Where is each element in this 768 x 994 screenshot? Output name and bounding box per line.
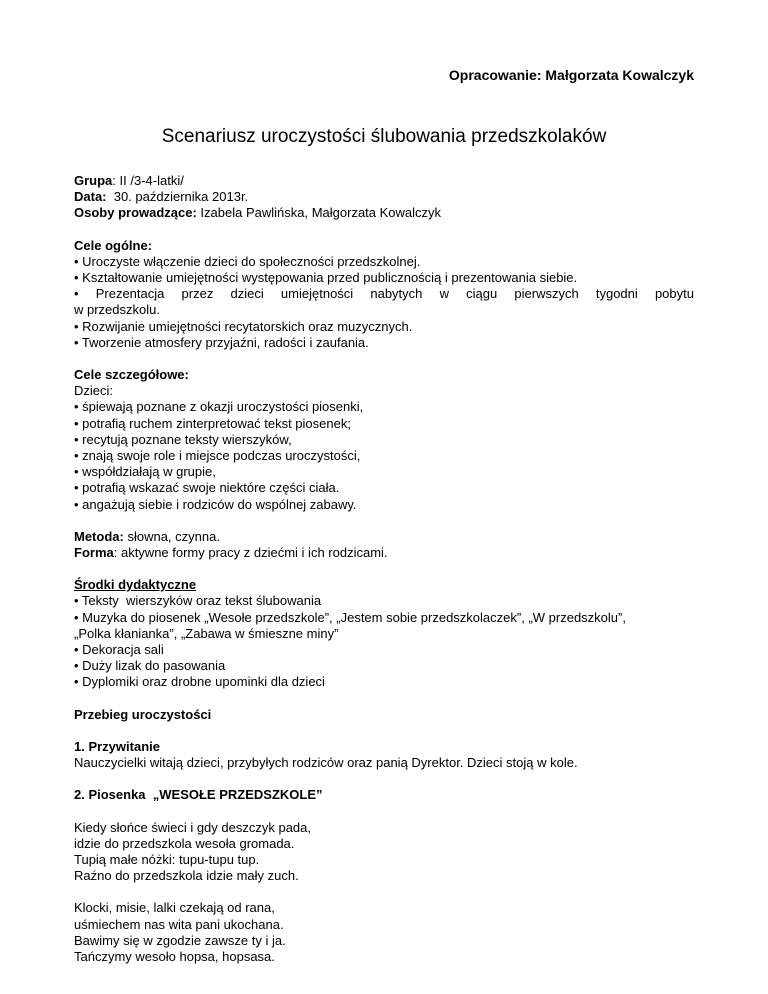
form-label: Forma	[74, 545, 114, 561]
song-verse-2-line: uśmiechem nas wita pani ukochana.	[74, 916, 284, 932]
teaching-aid-item-continued: „Polka kłanianka”, „Zabawa w śmieszne miny”	[74, 625, 339, 641]
section-1-title: 1. Przywitanie	[74, 738, 160, 754]
general-goal-item: • Kształtowanie umiejętności występowania przed publicznością i prezentowania siebie.	[74, 270, 578, 286]
detailed-goal-item: • znają swoje role i miejsce podczas uroczystości,	[74, 448, 361, 464]
general-goals-heading: Cele ogólne:	[74, 237, 153, 253]
teaching-aids-heading: Środki dydaktyczne	[74, 577, 197, 593]
document-title: Scenariusz uroczystości ślubowania przedszkolaków	[161, 126, 607, 147]
song-verse-1-line: Kiedy słońce świeci i gdy deszczyk pada,	[74, 819, 312, 835]
detailed-goals-intro: Dzieci:	[74, 383, 114, 399]
general-goal-item-continued: w przedszkolu.	[74, 302, 160, 318]
group-value: : II /3-4-latki/	[112, 173, 184, 188]
general-goal-item: • Rozwijanie umiejętności recytatorskich oraz muzycznych.	[74, 318, 413, 334]
general-goal-item: • Tworzenie atmosfery przyjaźni, radości i zaufania.	[74, 334, 369, 350]
song-verse-1-line: Tupią małe nóżki: tupu-tupu tup.	[74, 851, 260, 867]
detailed-goal-item: • recytują poznane teksty wierszyków,	[74, 431, 292, 447]
song-verse-2-line: Klocki, misie, lalki czekają od rana,	[74, 900, 275, 916]
teaching-aid-item: • Teksty wierszyków oraz tekst ślubowania	[74, 593, 322, 609]
document-body	[74, 173, 694, 965]
teaching-aid-item: • Dyplomiki oraz drobne upominki dla dzieci	[74, 674, 325, 690]
song-verse-2-line: Bawimy się w zgodzie zawsze ty i ja.	[74, 932, 286, 948]
group-line	[74, 173, 694, 189]
form-value: : aktywne formy pracy z dziećmi i ich rodzicami.	[113, 545, 388, 561]
date-label: Data:	[74, 189, 107, 205]
method-line	[74, 529, 694, 545]
detailed-goal-item: • współdziałają w grupie,	[74, 464, 216, 480]
detailed-goal-item: • śpiewają poznane z okazji uroczystości piosenki,	[74, 399, 364, 415]
song-verse-1-line: Raźno do przedszkola idzie mały zuch.	[74, 868, 299, 884]
teaching-aid-item: • Muzyka do piosenek „Wesołe przedszkole”, „Jestem sobie przedszkolaczek”, „W przedszkolu”,	[74, 609, 626, 625]
general-goal-item: • Prezentacja przez dzieci umiejętności nabytych w ciągu pierwszych tygodni pobytu	[74, 286, 694, 302]
author-line: Opracowanie: Małgorzata Kowalczyk	[448, 67, 694, 83]
date-line	[74, 189, 694, 205]
form-line	[74, 545, 694, 561]
song-verse-2-line: Tańczymy wesoło hopsa, hopsasa.	[74, 948, 275, 964]
teaching-aid-item: • Duży lizak do pasowania	[74, 658, 226, 674]
general-goal-item: • Uroczyste włączenie dzieci do społeczności przedszkolnej.	[74, 253, 421, 269]
detailed-goal-item: • potrafią wskazać swoje niektóre części ciała.	[74, 480, 340, 496]
teaching-aid-item: • Dekoracja sali	[74, 642, 164, 658]
method-value: słowna, czynna.	[123, 528, 220, 544]
method-label: Metoda:	[74, 528, 124, 544]
detailed-goal-item: • potrafią ruchem zinterpretować tekst piosenek;	[74, 415, 351, 431]
leaders-value: Izabela Pawlińska, Małgorzata Kowalczyk	[196, 205, 442, 221]
section-1-text: Nauczycielki witają dzieci, przybyłych rodziców oraz panią Dyrektor. Dzieci stoją w kole.	[74, 755, 578, 771]
date-value: 30. października 2013r.	[106, 189, 249, 205]
detailed-goals-heading: Cele szczegółowe:	[74, 367, 189, 383]
group-label: Grupa	[74, 173, 113, 188]
detailed-goal-item: • angażują siebie i rodziców do wspólnej zabawy.	[74, 496, 357, 512]
section-2-title: 2. Piosenka „WESOŁE PRZEDSZKOLE”	[74, 787, 323, 803]
course-heading: Przebieg uroczystości	[74, 706, 212, 722]
leaders-label: Osoby prowadzące:	[74, 205, 197, 221]
song-verse-1-line: idzie do przedszkola wesoła gromada.	[74, 835, 295, 851]
leaders-line	[74, 205, 694, 221]
